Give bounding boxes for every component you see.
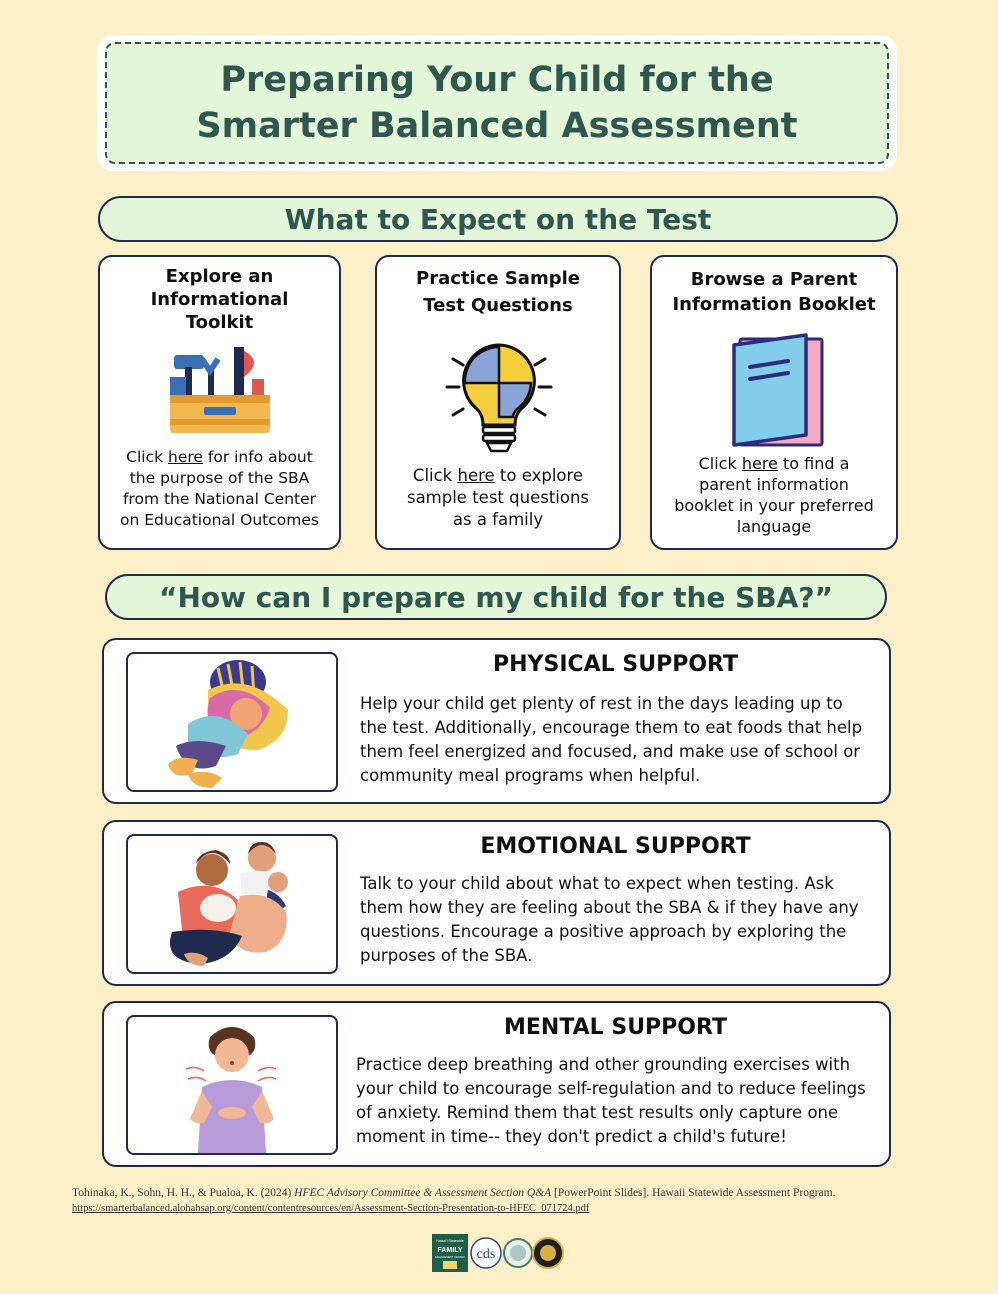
family-logo-bottom: ENGAGEMENT CENTER xyxy=(435,1256,465,1259)
title-banner xyxy=(97,35,897,171)
sample-questions-card-text xyxy=(377,465,619,531)
sample-text-line: as a family xyxy=(452,510,544,529)
page-title xyxy=(105,42,889,164)
booklet-title-line: Information Booklet xyxy=(672,294,876,315)
toolkit-text-line: for info about xyxy=(202,448,313,466)
physical-support-line: them feel energized and focused, and make use of school or xyxy=(360,742,861,761)
section-heading-expect-text: What to Expect on the Test xyxy=(284,202,712,236)
family-hug-illustration xyxy=(128,836,336,972)
toolkit-card-title xyxy=(100,265,339,334)
parent-booklet-card xyxy=(650,255,898,550)
emotional-support-line: purposes of the SBA. xyxy=(360,946,533,965)
toolkit-here-link[interactable]: here xyxy=(168,448,203,466)
physical-support-line: the test. Additionally, encourage them to eat foods that help xyxy=(360,718,863,737)
page-title-line1: Preparing Your Child for the xyxy=(220,60,774,100)
logos-svg xyxy=(432,1233,572,1273)
state-seal-inner-icon xyxy=(510,1245,526,1261)
section-heading-prepare xyxy=(105,574,887,620)
mental-support-line: moment in time-- they don't predict a child's future! xyxy=(356,1127,787,1146)
page-title-line2: Smarter Balanced Assessment xyxy=(196,106,798,146)
sample-questions-card xyxy=(375,255,621,550)
mental-support-panel xyxy=(102,1001,891,1167)
breathing-child-illustration xyxy=(128,1017,336,1153)
physical-support-title: PHYSICAL SUPPORT xyxy=(493,652,738,677)
emotional-support-line: questions. Encourage a positive approach by exploring the xyxy=(360,922,847,941)
emotional-support-image xyxy=(126,834,338,974)
section-heading-prepare-text: “How can I prepare my child for the SBA?” xyxy=(159,580,833,614)
section-heading-expect xyxy=(98,196,898,242)
booklet-text-line: language xyxy=(736,517,812,536)
toolkit-text-line: the purpose of the SBA xyxy=(129,469,310,487)
sample-questions-card-title xyxy=(377,265,619,319)
sample-text-pre: Click xyxy=(412,466,458,485)
booklet-text-pre: Click xyxy=(698,454,742,473)
booklet-title-line: Browse a Parent xyxy=(690,269,858,290)
citation-url-link[interactable]: https://smarterbalanced.alohahsap.org/content/contentresources/en/Assessment-Section-Presentation-to-HFEC_071724.pdf xyxy=(72,1203,590,1214)
emotional-support-line: Talk to your child about what to expect when testing. Ask xyxy=(360,874,834,893)
sample-text-line: to explore xyxy=(494,466,584,485)
citation xyxy=(72,1186,952,1216)
toolkit-title-line: Informational xyxy=(150,289,289,310)
family-logo-top: Hawaiʻi Statewide xyxy=(436,1239,464,1243)
toolkit-title-line: Toolkit xyxy=(185,312,254,333)
mental-support-line: Practice deep breathing and other grounding exercises with xyxy=(356,1055,851,1074)
parent-booklet-card-text xyxy=(652,453,896,537)
emotional-support-title: EMOTIONAL SUPPORT xyxy=(480,834,751,859)
toolkit-title-line: Explore an xyxy=(165,266,274,287)
citation-work: HFEC Advisory Committee & Assessment Section Q&A xyxy=(294,1187,552,1199)
puzzle-lightbulb-icon xyxy=(443,339,555,453)
citation-authors: Tohinaka, K., Sohn, H. H., & Pualoa, K. (2024) xyxy=(72,1187,295,1199)
physical-support-text xyxy=(360,692,873,788)
booklet-icon xyxy=(730,331,826,449)
logo-strip xyxy=(432,1233,572,1273)
sample-title-line: Test Questions xyxy=(423,295,573,316)
sleeping-child-illustration xyxy=(128,654,336,790)
cds-logo-text: cds xyxy=(476,1247,496,1262)
booklet-here-link[interactable]: here xyxy=(741,454,778,473)
sample-text-line: sample test questions xyxy=(406,488,590,507)
physical-support-image xyxy=(126,652,338,792)
booklet-text-line: booklet in your preferred xyxy=(674,496,874,515)
physical-support-line: Help your child get plenty of rest in the days leading up to xyxy=(360,694,843,713)
citation-rest: [PowerPoint Slides]. Hawaii Statewide Assessment Program. xyxy=(551,1187,836,1199)
emotional-support-text xyxy=(360,872,873,968)
mental-support-text xyxy=(356,1053,873,1149)
mental-support-image xyxy=(126,1015,338,1155)
mental-support-line: your child to encourage self-regulation and to reduce feelings xyxy=(356,1079,866,1098)
toolbox-icon xyxy=(166,343,274,435)
mental-support-line: of anxiety. Remind them that test results only capture one xyxy=(356,1103,839,1122)
emotional-support-line: them how they are feeling about the SBA & if they have any xyxy=(360,898,859,917)
toolkit-text-pre: Click xyxy=(126,448,169,466)
toolkit-text-line: from the National Center xyxy=(122,490,317,508)
booklet-text-line: parent information xyxy=(699,475,849,494)
emotional-support-panel xyxy=(102,820,891,986)
physical-support-panel xyxy=(102,638,891,804)
booklet-text-line: to find a xyxy=(777,454,850,473)
toolkit-card-text xyxy=(100,447,339,531)
doe-seal-inner-icon xyxy=(540,1245,556,1261)
sample-title-line: Practice Sample xyxy=(416,268,580,289)
book-icon xyxy=(443,1261,457,1269)
sample-here-link[interactable]: here xyxy=(457,466,495,485)
parent-booklet-card-title xyxy=(652,267,896,317)
family-logo-main: FAMILY xyxy=(437,1247,463,1254)
toolkit-text-line: on Educational Outcomes xyxy=(120,511,319,529)
toolkit-card xyxy=(98,255,341,550)
physical-support-line: community meal programs when helpful. xyxy=(360,766,701,785)
mental-support-title: MENTAL SUPPORT xyxy=(504,1015,727,1040)
